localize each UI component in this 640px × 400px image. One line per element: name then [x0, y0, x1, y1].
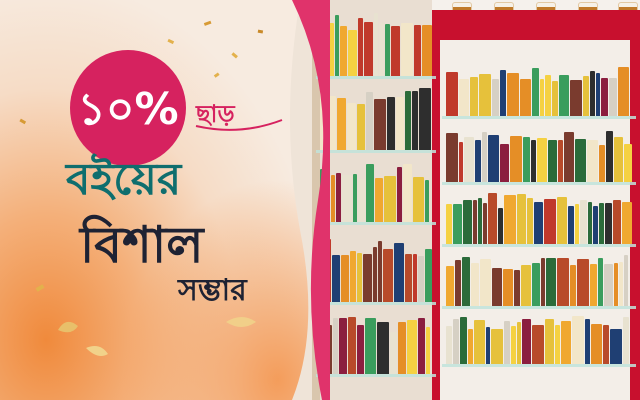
book-spine: [446, 204, 452, 244]
discount-badge-text: ১০%: [77, 84, 179, 135]
book-row: [320, 316, 432, 374]
shelf-edge: [442, 116, 636, 119]
book-spine: [623, 317, 629, 364]
book-spine: [624, 255, 628, 306]
book-spine: [590, 71, 595, 117]
book-spine: [475, 140, 481, 182]
bookshelf-photo: [290, 0, 640, 400]
book-spine: [618, 67, 629, 116]
book-spine: [622, 202, 632, 244]
book-spine: [422, 25, 432, 76]
book-spine: [510, 136, 522, 182]
book-spine: [587, 140, 598, 182]
book-spine: [599, 145, 605, 182]
book-spine: [540, 79, 544, 116]
book-spine: [598, 258, 603, 306]
book-spine: [491, 329, 503, 364]
book-spine: [425, 249, 432, 302]
book-spine: [596, 73, 600, 116]
shelf-edge: [442, 306, 636, 309]
book-spine: [340, 26, 347, 76]
book-spine: [460, 317, 467, 365]
shelf-edge: [316, 76, 436, 79]
book-spine: [531, 140, 536, 182]
book-spine: [486, 327, 490, 365]
book-spine: [446, 266, 454, 306]
book-spine: [463, 200, 472, 244]
book-spine: [385, 24, 390, 76]
book-spine: [336, 173, 341, 222]
headline-line3: সম্ভার: [178, 273, 247, 308]
book-spine: [353, 174, 357, 222]
book-spine: [488, 135, 499, 182]
book-spine: [507, 73, 519, 117]
book-spine: [492, 79, 499, 117]
book-spine: [350, 251, 356, 302]
book-spine: [470, 77, 478, 117]
book-spine: [339, 318, 347, 374]
book-spine: [459, 79, 469, 117]
book-row: [446, 192, 632, 244]
book-spine: [335, 15, 339, 76]
book-spine: [605, 203, 612, 244]
book-spine: [504, 321, 510, 364]
book-spine: [390, 332, 397, 374]
book-spine: [517, 322, 521, 364]
book-spine: [603, 325, 609, 365]
book-spine: [397, 167, 402, 222]
book-spine: [619, 262, 623, 306]
book-spine: [425, 180, 429, 222]
book-spine: [377, 322, 389, 374]
book-spine: [394, 243, 404, 302]
book-spine: [405, 91, 411, 150]
book-spine: [521, 265, 531, 306]
book-spine: [348, 30, 357, 76]
book-spine: [555, 325, 560, 365]
book-spine: [332, 255, 340, 302]
book-spine: [364, 22, 373, 76]
book-spine: [492, 268, 502, 306]
book-spine: [546, 258, 556, 306]
book-spine: [613, 200, 621, 244]
book-spine: [606, 131, 613, 182]
book-spine: [391, 26, 401, 76]
book-spine: [577, 259, 589, 306]
book-spine: [446, 72, 458, 117]
book-spine: [504, 195, 516, 244]
book-spine: [610, 329, 622, 364]
book-spine: [545, 75, 551, 116]
book-spine: [514, 270, 520, 306]
book-spine: [468, 329, 473, 364]
book-spine: [545, 319, 554, 365]
book-spine: [455, 260, 461, 306]
book-spine: [333, 318, 338, 374]
book-spine: [583, 76, 589, 117]
book-row: [320, 12, 432, 76]
shelf-edge: [442, 244, 636, 247]
book-spine: [403, 164, 412, 222]
book-spine: [407, 320, 417, 374]
book-spine: [387, 97, 395, 150]
book-spine: [537, 138, 547, 182]
book-row: [320, 162, 432, 222]
book-spine: [575, 204, 579, 244]
book-spine: [609, 78, 617, 116]
book-spine: [474, 320, 485, 365]
book-spine: [561, 321, 571, 365]
book-spine: [503, 269, 513, 306]
book-spine: [591, 324, 602, 364]
book-row: [446, 314, 632, 364]
book-spine: [373, 247, 377, 302]
book-spine: [398, 322, 406, 374]
book-spine: [366, 164, 374, 222]
book-spine: [374, 99, 386, 150]
book-spine: [347, 103, 356, 150]
book-spine: [341, 255, 349, 302]
book-spine: [548, 140, 557, 182]
book-spine: [601, 78, 608, 116]
book-spine: [588, 202, 592, 244]
book-spine: [337, 98, 346, 150]
book-spine: [552, 81, 558, 116]
book-spine: [413, 177, 424, 222]
book-spine: [375, 178, 383, 222]
book-spine: [480, 259, 491, 306]
shelf-edge: [442, 182, 636, 185]
book-spine: [532, 325, 544, 365]
book-spine: [342, 175, 352, 222]
book-row: [446, 254, 632, 306]
book-spine: [517, 194, 526, 244]
book-spine: [614, 263, 618, 306]
book-spine: [358, 179, 365, 222]
book-spine: [363, 254, 372, 302]
book-spine: [564, 132, 574, 182]
book-spine: [464, 137, 474, 182]
book-spine: [473, 200, 477, 244]
book-spine: [558, 140, 563, 182]
book-spine: [590, 264, 597, 306]
book-spine: [527, 198, 533, 244]
book-spine: [557, 197, 567, 244]
book-spine: [365, 318, 376, 374]
book-spine: [541, 258, 545, 306]
shelf-edge: [316, 150, 436, 153]
shelf-edge: [316, 222, 436, 225]
book-spine: [572, 316, 584, 364]
book-spine: [575, 139, 586, 182]
book-spine: [366, 92, 373, 150]
book-spine: [593, 206, 598, 244]
book-spine: [534, 202, 543, 244]
shelf-edge: [442, 364, 636, 367]
book-spine: [580, 200, 588, 244]
book-spine: [599, 203, 604, 244]
book-spine: [446, 326, 452, 365]
book-row: [320, 86, 432, 150]
book-spine: [520, 79, 531, 117]
book-row: [446, 66, 632, 116]
book-spine: [500, 144, 509, 182]
book-row: [320, 236, 432, 302]
book-spine: [453, 319, 459, 365]
book-row: [446, 130, 632, 182]
book-spine: [418, 318, 425, 374]
book-spine: [401, 23, 413, 76]
book-spine: [523, 137, 530, 182]
headline-line2: বিশাল: [80, 216, 204, 274]
book-spine: [357, 104, 365, 150]
shelf-edge: [316, 374, 436, 377]
book-spine: [462, 257, 470, 306]
headline-line1: বইয়ের: [66, 154, 182, 205]
book-spine: [604, 264, 613, 306]
book-spine: [500, 70, 506, 116]
book-spine: [331, 175, 335, 222]
book-spine: [544, 199, 556, 244]
book-spine: [488, 193, 498, 244]
book-spine: [379, 23, 384, 76]
book-spine: [478, 198, 482, 244]
book-spine: [570, 265, 576, 306]
book-spine: [532, 263, 540, 306]
book-spine: [614, 137, 623, 182]
book-spine: [357, 325, 364, 374]
book-spine: [557, 258, 569, 306]
book-spine: [483, 203, 487, 244]
book-spine: [384, 176, 396, 222]
book-spine: [559, 75, 569, 117]
book-spine: [405, 254, 412, 302]
book-spine: [522, 319, 531, 365]
book-spine: [383, 249, 393, 302]
book-spine: [459, 142, 463, 182]
book-spine: [446, 133, 458, 182]
book-spine: [453, 204, 462, 244]
book-spine: [412, 91, 418, 150]
book-spine: [414, 25, 422, 76]
book-spine: [374, 13, 378, 76]
book-spine: [357, 253, 362, 302]
book-spine: [585, 319, 590, 364]
book-spine: [418, 256, 424, 302]
book-spine: [419, 88, 431, 150]
book-spine: [471, 263, 479, 306]
book-spine: [624, 144, 632, 182]
book-spine: [532, 68, 539, 116]
book-spine: [396, 97, 404, 150]
book-spine: [570, 80, 582, 117]
book-spine: [568, 206, 574, 244]
book-spine: [348, 317, 356, 374]
book-spine: [378, 241, 382, 302]
shelf-edge: [316, 302, 436, 305]
book-spine: [426, 327, 430, 374]
book-spine: [482, 132, 487, 182]
book-spine: [511, 326, 516, 365]
book-spine: [479, 74, 491, 117]
book-spine: [413, 254, 417, 302]
discount-word: ছাড়: [196, 100, 235, 128]
book-spine: [358, 18, 364, 76]
book-spine: [498, 208, 503, 244]
